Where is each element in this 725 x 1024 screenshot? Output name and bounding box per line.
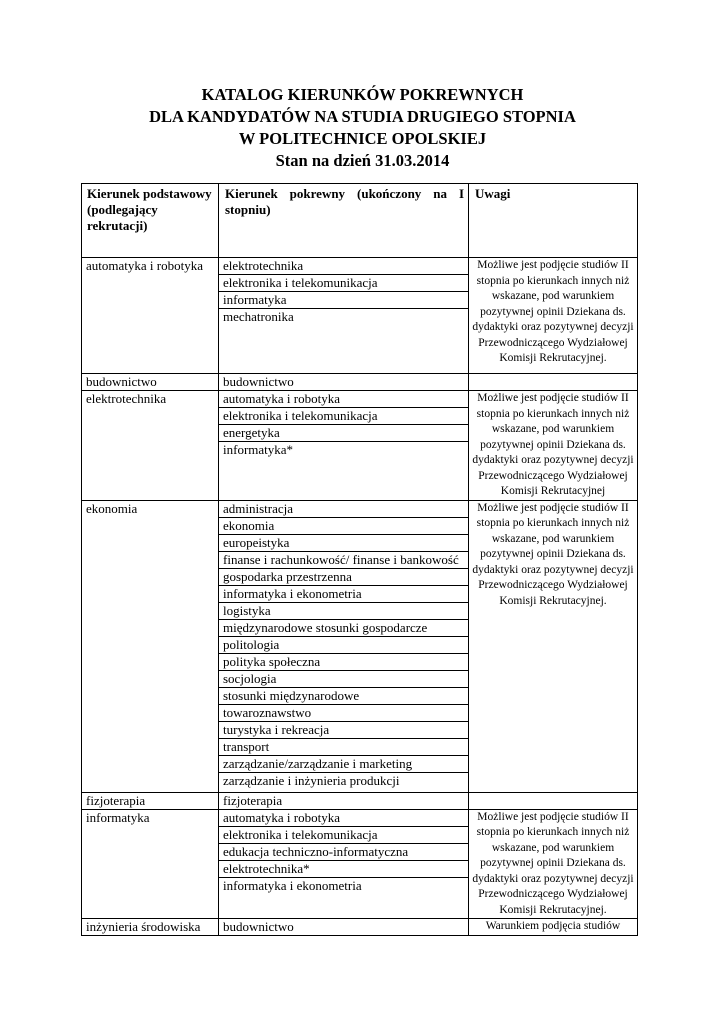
table-header-row — [82, 184, 638, 258]
related-fields-cell — [219, 809, 469, 919]
basic-field-cell: informatyka — [82, 809, 219, 919]
related-field-item: transport — [219, 739, 469, 756]
related-field-item: zarządzanie i inżynieria produkcji — [223, 772, 400, 788]
related-fields-cell — [219, 500, 469, 792]
related-field-item: gospodarka przestrzenna — [219, 569, 469, 586]
related-fields-cell — [219, 391, 469, 501]
related-fields-cell — [219, 258, 469, 374]
notes-cell: Możliwe jest podjęcie studiów II stopnia po kierunkach innych niż wskazane, pod warunkiem pozytywnej opinii Dziekana ds. dydaktyki oraz pozytywnej decyzji Przewodniczącego Wydziałowej Komisji Rekrutacyjnej. — [469, 258, 638, 374]
notes-cell: Warunkiem podjęcia studiów — [469, 919, 638, 936]
notes-cell — [469, 374, 638, 391]
header-related-field: Kierunek pokrewny (ukończony na I stopniu) — [219, 184, 469, 258]
title-line-3: W POLITECHNICE OPOLSKIEJ — [238, 129, 487, 148]
document-title — [0, 84, 725, 172]
basic-field-cell: budownictwo — [82, 374, 219, 391]
related-field-item: socjologia — [219, 671, 469, 688]
related-field-item: stosunki międzynarodowe — [219, 688, 469, 705]
table-row — [82, 809, 638, 919]
related-field-item: informatyka* — [223, 442, 294, 457]
related-field-item: edukacja techniczno-informatyczna — [219, 844, 469, 861]
table-row — [82, 374, 638, 391]
related-field-item: elektrotechnika — [219, 258, 469, 275]
basic-field-cell: elektrotechnika — [82, 391, 219, 501]
notes-cell — [469, 792, 638, 809]
header-basic-field: Kierunek podstawowy (podlegający rekrutacji) — [82, 184, 219, 258]
table-row — [82, 258, 638, 374]
related-field-item: finanse i rachunkowość/ finanse i bankowość — [219, 552, 469, 569]
basic-field-cell: inżynieria środowiska — [82, 919, 219, 936]
related-field-item: automatyka i robotyka — [219, 391, 469, 408]
related-field-item: logistyka — [219, 603, 469, 620]
related-field-item: mechatronika — [223, 309, 294, 324]
related-field-item: budownictwo — [223, 919, 294, 934]
related-field-item: europeistyka — [219, 535, 469, 552]
related-field-item: energetyka — [219, 425, 469, 442]
title-date: Stan na dzień 31.03.2014 — [275, 151, 450, 170]
related-field-item: elektrotechnika* — [219, 861, 469, 878]
related-field-item: politologia — [219, 637, 469, 654]
title-line-2: DLA KANDYDATÓW NA STUDIA DRUGIEGO STOPNIA — [149, 107, 576, 126]
related-field-item: elektronika i telekomunikacja — [219, 275, 469, 292]
related-field-item: automatyka i robotyka — [219, 810, 469, 827]
table-row — [82, 792, 638, 809]
related-field-item: informatyka i ekonometria — [223, 877, 362, 893]
basic-field-cell: ekonomia — [82, 500, 219, 792]
related-field-item: fizjoterapia — [223, 792, 283, 808]
basic-field-cell: fizjoterapia — [82, 792, 219, 809]
related-field-item: polityka społeczna — [219, 654, 469, 671]
related-fields-cell — [219, 919, 469, 936]
related-field-item: administracja — [219, 501, 469, 518]
related-field-item: ekonomia — [219, 518, 469, 535]
header-notes: Uwagi — [469, 184, 638, 258]
basic-field-cell: automatyka i robotyka — [82, 258, 219, 374]
related-field-item: budownictwo — [223, 374, 294, 389]
title-line-1: KATALOG KIERUNKÓW POKREWNYCH — [201, 85, 524, 104]
table-row — [82, 500, 638, 792]
related-field-item: informatyka i ekonometria — [219, 586, 469, 603]
related-field-item: towaroznawstwo — [219, 705, 469, 722]
related-fields-cell — [219, 374, 469, 391]
related-field-item: informatyka — [219, 292, 469, 309]
catalog-table — [81, 183, 638, 936]
notes-cell: Możliwe jest podjęcie studiów II stopnia po kierunkach innych niż wskazane, pod warunkiem pozytywnej opinii Dziekana ds. dydaktyki oraz pozytywnej decyzji Przewodniczącego Wydziałowej Komisji Rekrutacyjnej. — [469, 809, 638, 919]
table-row — [82, 919, 638, 936]
related-field-item: elektronika i telekomunikacja — [219, 827, 469, 844]
related-field-item: zarządzanie/zarządzanie i marketing — [219, 756, 469, 773]
related-field-item: turystyka i rekreacja — [219, 722, 469, 739]
notes-cell: Możliwe jest podjęcie studiów II stopnia po kierunkach innych niż wskazane, pod warunkiem pozytywnej opinii Dziekana ds. dydaktyki oraz pozytywnej decyzji Przewodniczącego Wydziałowej Komisji Rekrutacyjnej. — [469, 500, 638, 792]
table-row — [82, 391, 638, 501]
related-field-item: elektronika i telekomunikacja — [219, 408, 469, 425]
notes-cell: Możliwe jest podjęcie studiów II stopnia po kierunkach innych niż wskazane, pod warunkiem pozytywnej opinii Dziekana ds. dydaktyki oraz pozytywnej decyzji Przewodniczącego Wydziałowej Komisji Rekrutacyjnej — [469, 391, 638, 501]
related-fields-cell — [219, 792, 469, 809]
related-field-item: międzynarodowe stosunki gospodarcze — [219, 620, 469, 637]
